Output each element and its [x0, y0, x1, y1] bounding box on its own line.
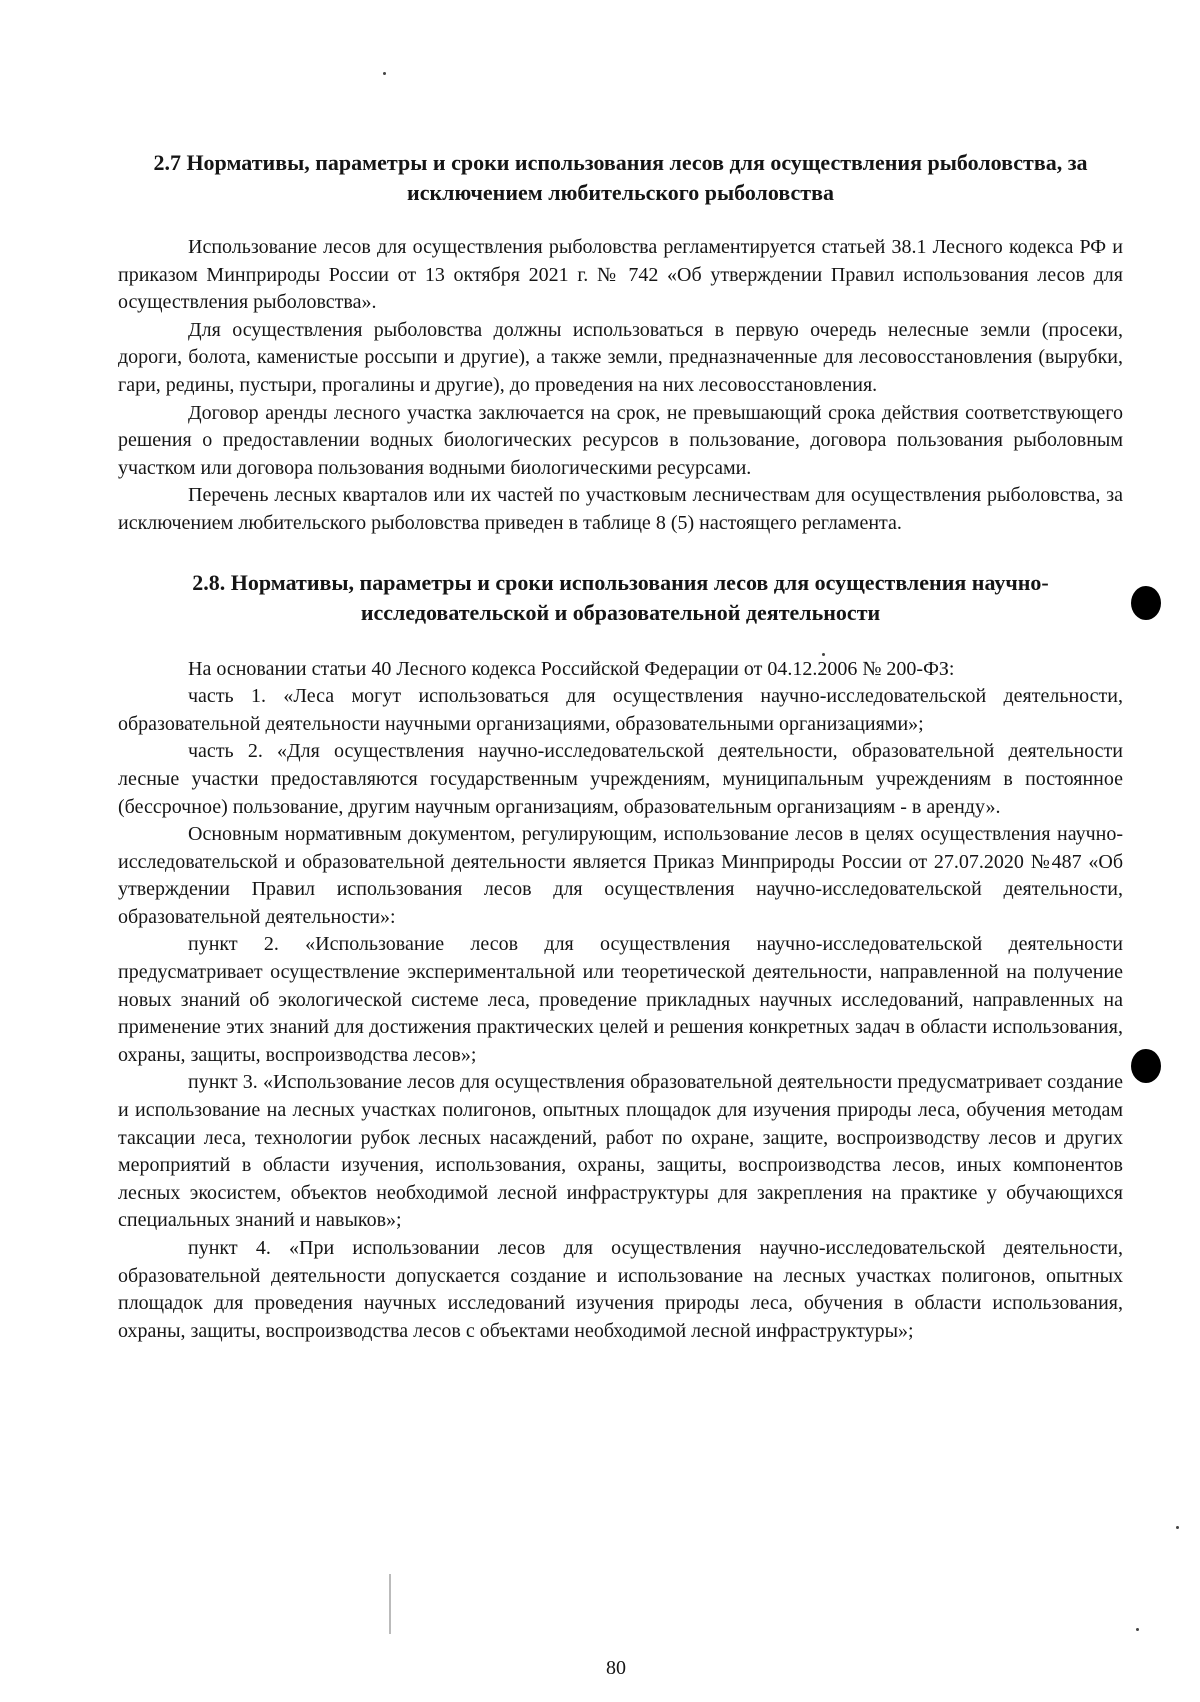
- scan-speck: [1176, 1526, 1179, 1529]
- section-2-8-paragraph: часть 2. «Для осуществления научно-исследовательской деятельности, образовательной деятельности лесные участки предоставляются государственным учреждениям, муниципальным учреждениям в постоянное (бессрочное) пользование, другим научным организациям, образовательным организациям - в аренду».: [118, 740, 1123, 818]
- section-2-7-paragraph: Для осуществления рыболовства должны использоваться в первую очередь нелесные земли (просеки, дороги, болота, каменистые россыпи и другие), а также земли, предназначенные для лесовосстановления (вырубки, гари, редины, пустыри, прогалины и другие), до проведения на них лесовосстановления.: [118, 318, 1123, 396]
- scan-speck: [1136, 1628, 1139, 1631]
- page-number: 80: [606, 1657, 626, 1679]
- document-page: [118, 120, 1123, 1345]
- section-2-8-paragraph: На основании статьи 40 Лесного кодекса Российской Федерации от 04.12.2006 № 200-ФЗ:: [188, 657, 955, 680]
- punch-hole-mark: [1131, 586, 1161, 620]
- section-2-7-paragraph: Использование лесов для осуществления рыболовства регламентируется статьей 38.1 Лесного кодекса РФ и приказом Минприроды России от 13 октября 2021 г. № 742 «Об утверждении Правил использования лесов для осуществления рыболовства».: [118, 236, 1123, 314]
- section-2-7-paragraph: Договор аренды лесного участка заключается на срок, не превышающий срока действия соответствующего решения о предоставлении водных биологических ресурсов в пользование, договора пользования рыболовным участком или договора пользования водными биологическими ресурсами.: [118, 401, 1123, 479]
- section-2-8-paragraph: Основным нормативным документом, регулирующим, использование лесов в целях осуществления научно-исследовательской и образовательной деятельности является Приказ Минприроды России от 27.07.2020 №487 «Об утверждении Правил использования лесов для осуществления научно-исследовательской деятельности, образовательной деятельности»:: [118, 823, 1123, 928]
- section-2-7-heading: 2.7 Нормативы, параметры и сроки использования лесов для осуществления рыболовства, за исключением любительского рыболовства: [153, 150, 1088, 205]
- section-2-8-paragraph: пункт 3. «Использование лесов для осуществления образовательной деятельности предусматривает создание и использование на лесных участках полигонов, опытных площадок для изучения природы леса, обучения методам таксации леса, технологии рубок лесных насаждений, работ по охране, защите, воспроизводству лесов и других мероприятий в области изучения, использования, охраны, защиты, воспроизводства лесов, иных компонентов лесных экосистем, объектов необходимой лесной инфраструктуры для закрепления на практике у обучающихся специальных знаний и навыков»;: [118, 1071, 1123, 1232]
- section-2-8-paragraph: пункт 2. «Использование лесов для осуществления научно-исследовательской деятельности предусматривает осуществление экспериментальной или теоретической деятельности, направленной на получение новых знаний об экологической системе леса, проведение прикладных научных исследований, направленных на применение этих знаний для достижения практических целей и решения конкретных задач в области использования, охраны, защиты, воспроизводства лесов»;: [118, 933, 1123, 1066]
- section-2-8-paragraph: часть 1. «Леса могут использоваться для осуществления научно-исследовательской деятельности, образовательной деятельности научными организациями, образовательными организациями»;: [118, 685, 1123, 735]
- scan-line: [389, 1574, 391, 1634]
- section-2-8-heading: 2.8. Нормативы, параметры и сроки использования лесов для осуществления научно-исследовательской и образовательной деятельности: [192, 569, 1049, 625]
- section-2-8-paragraph: пункт 4. «При использовании лесов для осуществления научно-исследовательской деятельности, образовательной деятельности допускается создание и использование на лесных участках полигонов, опытных площадок для проведения научных исследований изучения природы леса, обучения в области использования, охраны, защиты, воспроизводства лесов с объектами необходимой лесной инфраструктуры»;: [118, 1237, 1123, 1342]
- section-2-7-paragraph: Перечень лесных кварталов или их частей по участковым лесничествам для осуществления рыболовства, за исключением любительского рыболовства приведен в таблице 8 (5) настоящего регламента.: [118, 484, 1123, 534]
- punch-hole-mark: [1131, 1049, 1161, 1083]
- scan-speck: [383, 72, 386, 75]
- scan-speck: [822, 653, 825, 656]
